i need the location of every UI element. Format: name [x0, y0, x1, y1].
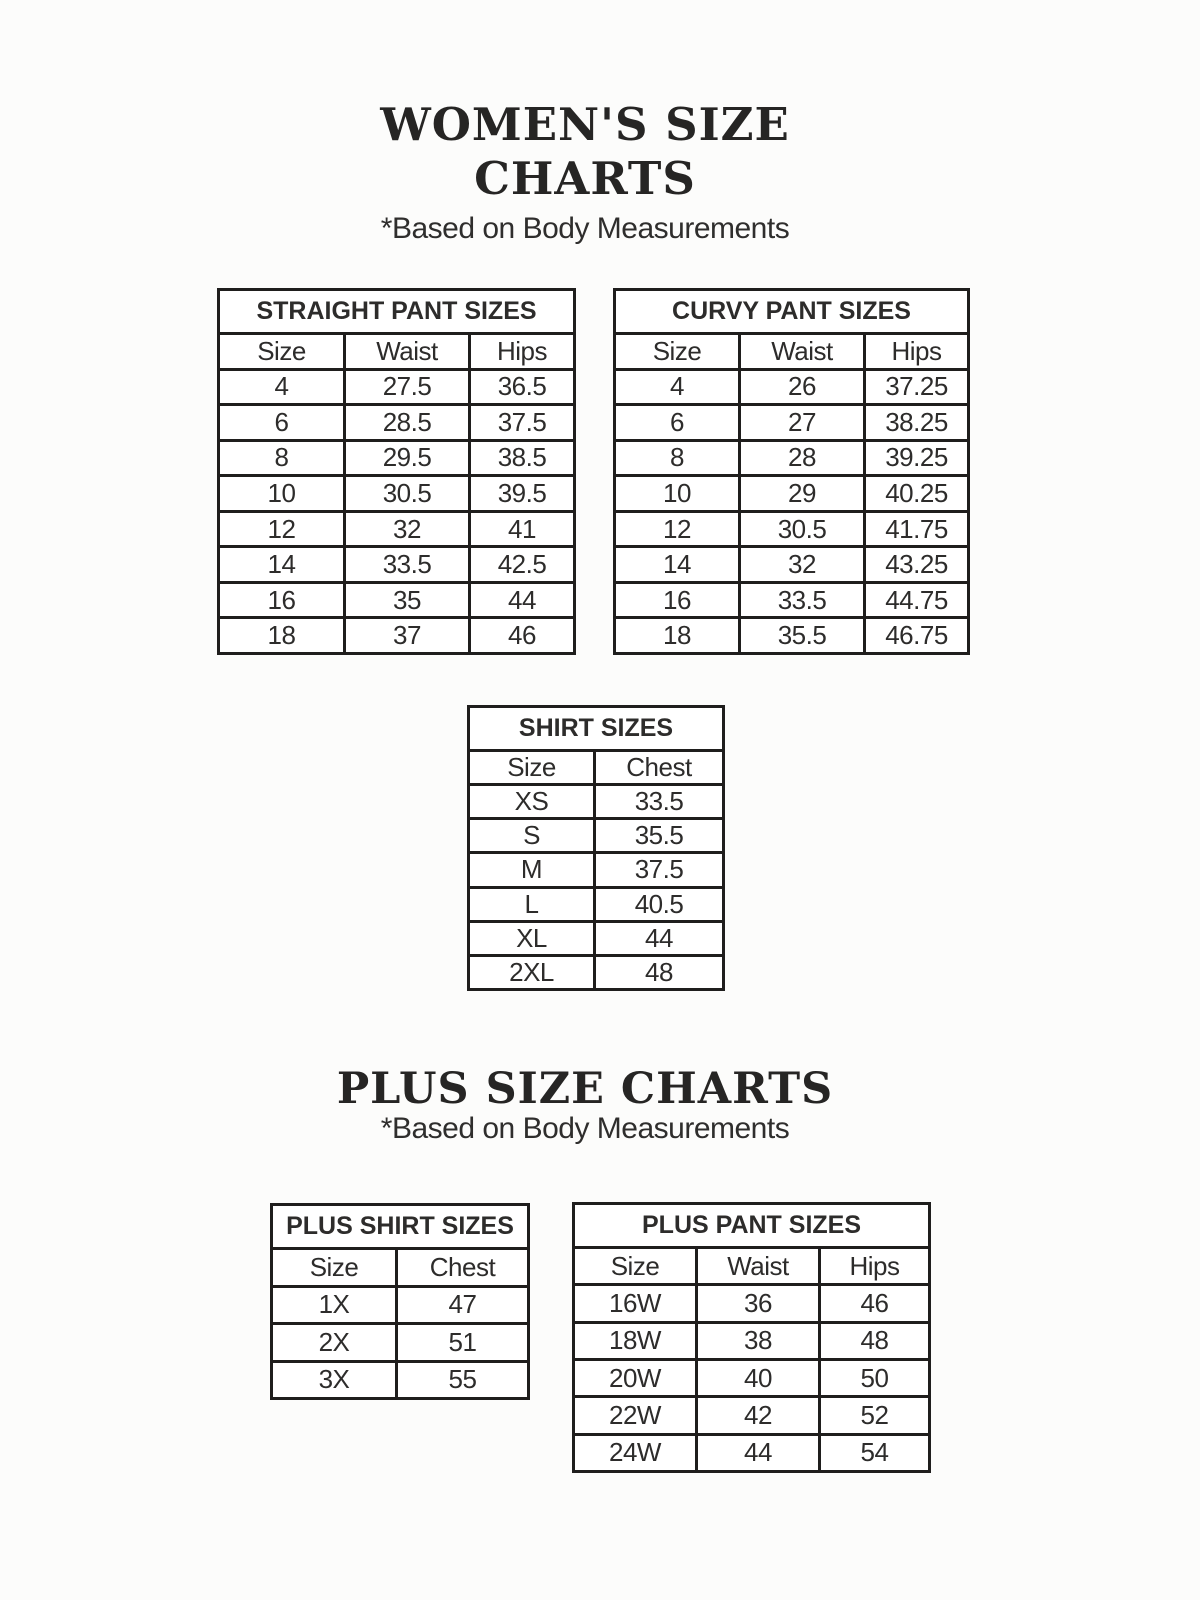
- table-row: [469, 887, 724, 921]
- table-row: [219, 547, 575, 583]
- table-row: [574, 1434, 930, 1471]
- column-header: Size: [272, 1249, 397, 1287]
- table-cell: 35.5: [595, 819, 724, 853]
- table-row: [615, 369, 969, 405]
- table-row: [469, 853, 724, 887]
- table-cell: 27: [740, 405, 865, 441]
- column-header: Waist: [740, 334, 865, 370]
- table-cell: 14: [219, 547, 345, 583]
- shirt-sizes-table: [467, 705, 725, 991]
- table-cell: 39.5: [470, 476, 575, 512]
- table-row: [219, 582, 575, 618]
- table-cell: 14: [615, 547, 740, 583]
- page-title-line2: CHARTS: [474, 152, 696, 205]
- table-cell: 8: [615, 440, 740, 476]
- column-header: Size: [574, 1248, 697, 1285]
- table-row: [219, 476, 575, 512]
- table-cell: 4: [615, 369, 740, 405]
- table-cell: 50: [820, 1359, 930, 1396]
- table-cell: 37: [345, 618, 470, 654]
- table-cell: 41.75: [865, 511, 969, 547]
- column-header: Chest: [595, 751, 724, 785]
- table-cell: 35: [345, 582, 470, 618]
- table-cell: 39.25: [865, 440, 969, 476]
- plus-size-title: PLUS SIZE CHARTS: [336, 1064, 834, 1114]
- table-cell: 16W: [574, 1285, 697, 1322]
- table-title-row: [469, 707, 724, 751]
- table-cell: 16: [219, 582, 345, 618]
- table-cell: 40.5: [595, 887, 724, 921]
- page-title: [0, 98, 1170, 206]
- table-cell: M: [469, 853, 595, 887]
- table-cell: 10: [219, 476, 345, 512]
- table-row: [615, 511, 969, 547]
- table-row: [219, 618, 575, 654]
- table-row: [615, 582, 969, 618]
- straight-pant-sizes-table: [217, 288, 576, 655]
- column-header: Size: [615, 334, 740, 370]
- table-cell: 40: [697, 1359, 820, 1396]
- table-row: [574, 1359, 930, 1396]
- table-row: [574, 1285, 930, 1322]
- table-cell: 2XL: [469, 955, 595, 989]
- plus-pant-sizes-table: [572, 1202, 931, 1473]
- table-row: [469, 819, 724, 853]
- table-row: [469, 955, 724, 989]
- table-cell: 40.25: [865, 476, 969, 512]
- measurements-note: *Based on Body Measurements: [380, 212, 790, 245]
- table-cell: 46: [470, 618, 575, 654]
- table-row: [469, 921, 724, 955]
- table-cell: 32: [740, 547, 865, 583]
- table-cell: 30.5: [345, 476, 470, 512]
- column-header: Waist: [697, 1248, 820, 1285]
- table-title: CURVY PANT SIZES: [615, 290, 969, 334]
- table-cell: 42: [697, 1397, 820, 1434]
- table-row: [219, 369, 575, 405]
- table-header-row: [615, 334, 969, 370]
- table-row: [272, 1286, 529, 1324]
- table-cell: 55: [397, 1361, 529, 1399]
- table-title-row: [272, 1205, 529, 1249]
- table-cell: 24W: [574, 1434, 697, 1471]
- table-cell: 12: [615, 511, 740, 547]
- plus-shirt-sizes-table: [270, 1203, 530, 1400]
- table-cell: S: [469, 819, 595, 853]
- table-cell: 54: [820, 1434, 930, 1471]
- table-row: [574, 1397, 930, 1434]
- column-header: Waist: [345, 334, 470, 370]
- table-cell: 28.5: [345, 405, 470, 441]
- table-header-row: [219, 334, 575, 370]
- table-title: STRAIGHT PANT SIZES: [219, 290, 575, 334]
- table-title-row: [615, 290, 969, 334]
- table-cell: 47: [397, 1286, 529, 1324]
- table-cell: 20W: [574, 1359, 697, 1396]
- table-cell: 48: [595, 955, 724, 989]
- table-row: [615, 405, 969, 441]
- table-cell: 36.5: [470, 369, 575, 405]
- table-cell: 44.75: [865, 582, 969, 618]
- table-row: [219, 511, 575, 547]
- table-cell: 28: [740, 440, 865, 476]
- table-cell: 12: [219, 511, 345, 547]
- table-title: PLUS SHIRT SIZES: [272, 1205, 529, 1249]
- table-cell: 41: [470, 511, 575, 547]
- column-header: Size: [469, 751, 595, 785]
- curvy-pant-sizes-table: [613, 288, 970, 655]
- table-cell: L: [469, 887, 595, 921]
- table-cell: 37.25: [865, 369, 969, 405]
- table-row: [272, 1324, 529, 1362]
- column-header: Size: [219, 334, 345, 370]
- table-row: [219, 440, 575, 476]
- table-row: [615, 440, 969, 476]
- table-cell: 44: [595, 921, 724, 955]
- table-cell: 26: [740, 369, 865, 405]
- column-header: Hips: [470, 334, 575, 370]
- table-cell: 29.5: [345, 440, 470, 476]
- table-cell: 2X: [272, 1324, 397, 1362]
- table-cell: 35.5: [740, 618, 865, 654]
- table-cell: 38: [697, 1322, 820, 1359]
- table-cell: 52: [820, 1397, 930, 1434]
- table-cell: 43.25: [865, 547, 969, 583]
- table-cell: 46.75: [865, 618, 969, 654]
- table-cell: 16: [615, 582, 740, 618]
- table-cell: 33.5: [345, 547, 470, 583]
- table-row: [469, 785, 724, 819]
- table-cell: 18: [219, 618, 345, 654]
- table-cell: 37.5: [595, 853, 724, 887]
- table-row: [615, 547, 969, 583]
- table-cell: 29: [740, 476, 865, 512]
- table-row: [272, 1361, 529, 1399]
- table-cell: 1X: [272, 1286, 397, 1324]
- table-cell: 10: [615, 476, 740, 512]
- table-cell: XL: [469, 921, 595, 955]
- table-cell: 44: [697, 1434, 820, 1471]
- table-cell: 6: [219, 405, 345, 441]
- column-header: Chest: [397, 1249, 529, 1287]
- table-cell: 27.5: [345, 369, 470, 405]
- table-cell: XS: [469, 785, 595, 819]
- table-row: [615, 476, 969, 512]
- table-cell: 8: [219, 440, 345, 476]
- table-cell: 22W: [574, 1397, 697, 1434]
- table-title-row: [574, 1204, 930, 1248]
- table-cell: 46: [820, 1285, 930, 1322]
- table-header-row: [574, 1248, 930, 1285]
- table-cell: 38.25: [865, 405, 969, 441]
- table-cell: 30.5: [740, 511, 865, 547]
- table-header-row: [469, 751, 724, 785]
- plus-measurements-note: *Based on Body Measurements: [380, 1112, 790, 1145]
- table-title-row: [219, 290, 575, 334]
- table-cell: 18: [615, 618, 740, 654]
- table-cell: 48: [820, 1322, 930, 1359]
- table-title: PLUS PANT SIZES: [574, 1204, 930, 1248]
- table-cell: 51: [397, 1324, 529, 1362]
- table-row: [574, 1322, 930, 1359]
- table-cell: 44: [470, 582, 575, 618]
- table-cell: 18W: [574, 1322, 697, 1359]
- table-cell: 3X: [272, 1361, 397, 1399]
- table-header-row: [272, 1249, 529, 1287]
- table-cell: 36: [697, 1285, 820, 1322]
- table-cell: 33.5: [740, 582, 865, 618]
- page-title-line1: WOMEN'S SIZE: [380, 98, 790, 151]
- table-cell: 32: [345, 511, 470, 547]
- table-cell: 37.5: [470, 405, 575, 441]
- table-row: [219, 405, 575, 441]
- table-cell: 38.5: [470, 440, 575, 476]
- table-cell: 33.5: [595, 785, 724, 819]
- table-row: [615, 618, 969, 654]
- table-cell: 42.5: [470, 547, 575, 583]
- table-cell: 6: [615, 405, 740, 441]
- table-title: SHIRT SIZES: [469, 707, 724, 751]
- table-cell: 4: [219, 369, 345, 405]
- column-header: Hips: [865, 334, 969, 370]
- column-header: Hips: [820, 1248, 930, 1285]
